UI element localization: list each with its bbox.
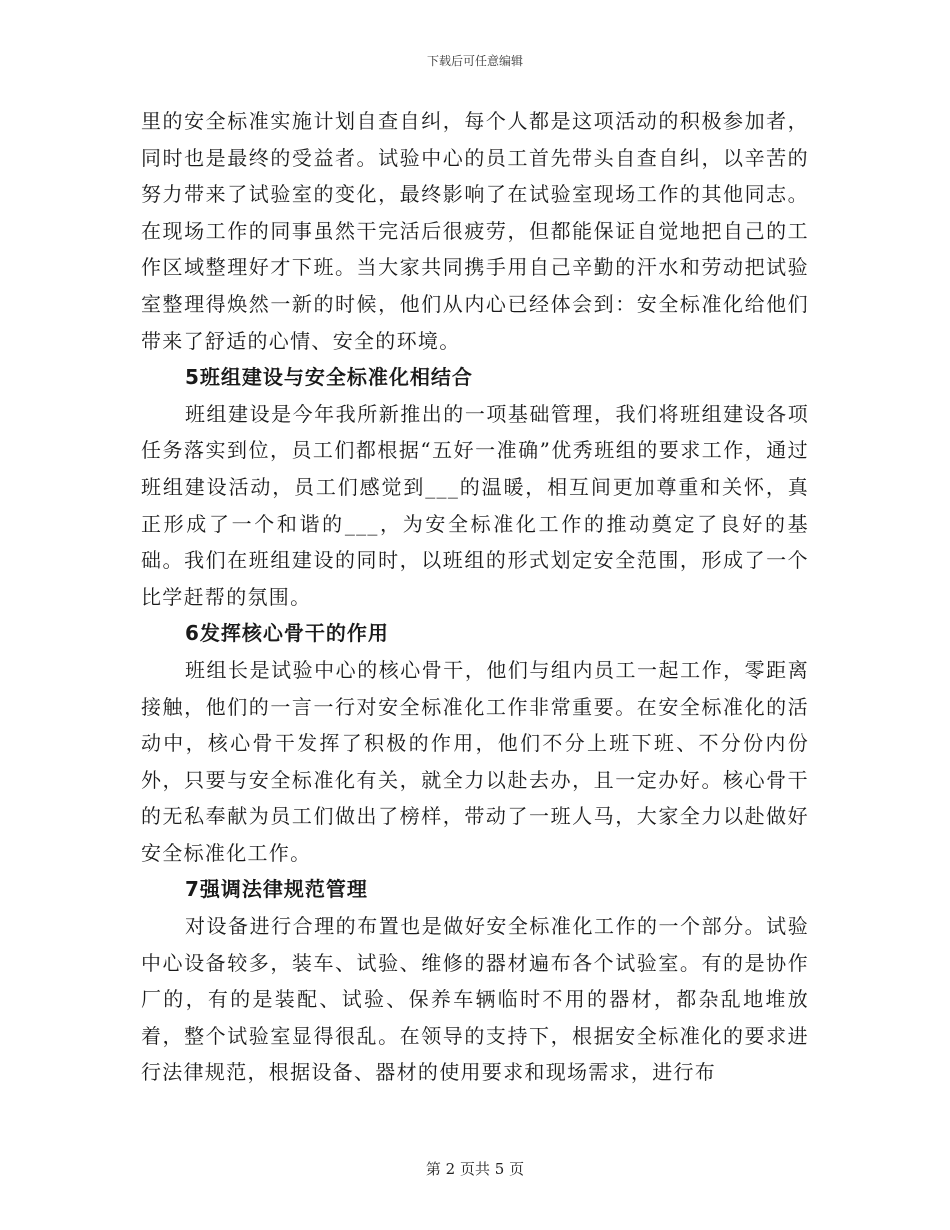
- section-heading-5: 5班组建设与安全标准化相结合: [185, 365, 473, 390]
- paragraph-core-staff: 班组长是试验中心的核心骨干，他们与组内员工一起工作，零距离接触，他们的一言一行对安全标准化工作非常重要。在安全标准化的活动中，核心骨干发挥了积极的作用，他们不分上班下班、不分份内份外，只要与安全标准化有关，就全力以赴去办，且一定办好。核心骨干的无私奉献为员工们做出了榜样，带动了一班人马，大家全力以赴做好安全标准化工作。: [141, 657, 809, 865]
- page-footer: 第 2 页共 5 页: [425, 1160, 525, 1178]
- page-header: 下载后可任意编辑: [426, 54, 523, 68]
- section-heading-6: 6发挥核心骨干的作用: [185, 621, 389, 646]
- document-body: [141, 103, 809, 1091]
- paragraph-continuation: 里的安全标准实施计划自查自纠，每个人都是这项活动的积极参加者，同时也是最终的受益者。试验中心的员工首先带头自查自纠，以辛苦的努力带来了试验室的变化，最终影响了在试验室现场工作的其他同志。在现场工作的同事虽然干完活后很疲劳，但都能保证自觉地把自己的工作区域整理好才下班。当大家共同携手用自己辛勤的汗水和劳动把试验室整理得焕然一新的时候，他们从内心已经体会到：安全标准化给他们带来了舒适的心情、安全的环境。: [141, 109, 809, 353]
- paragraph-team-building: 班组建设是今年我所新推出的一项基础管理，我们将班组建设各项任务落实到位，员工们都根据“五好一准确”优秀班组的要求工作，通过班组建设活动，员工们感觉到___的温暖，相互间更加尊重和关怀，真正形成了一个和谐的___，为安全标准化工作的推动奠定了良好的基础。我们在班组建设的同时，以班组的形式划定安全范围，形成了一个比学赶帮的氛围。: [141, 401, 809, 609]
- paragraph-legal-management: 对设备进行合理的布置也是做好安全标准化工作的一个部分。试验中心设备较多，装车、试验、维修的器材遍布各个试验室。有的是协作厂的，有的是装配、试验、保养车辆临时不用的器材，都杂乱地堆放着，整个试验室显得很乱。在领导的支持下，根据安全标准化的要求进行法律规范，根据设备、器材的使用要求和现场需求，进行布: [141, 914, 809, 1085]
- section-heading-7: 7强调法律规范管理: [185, 877, 368, 902]
